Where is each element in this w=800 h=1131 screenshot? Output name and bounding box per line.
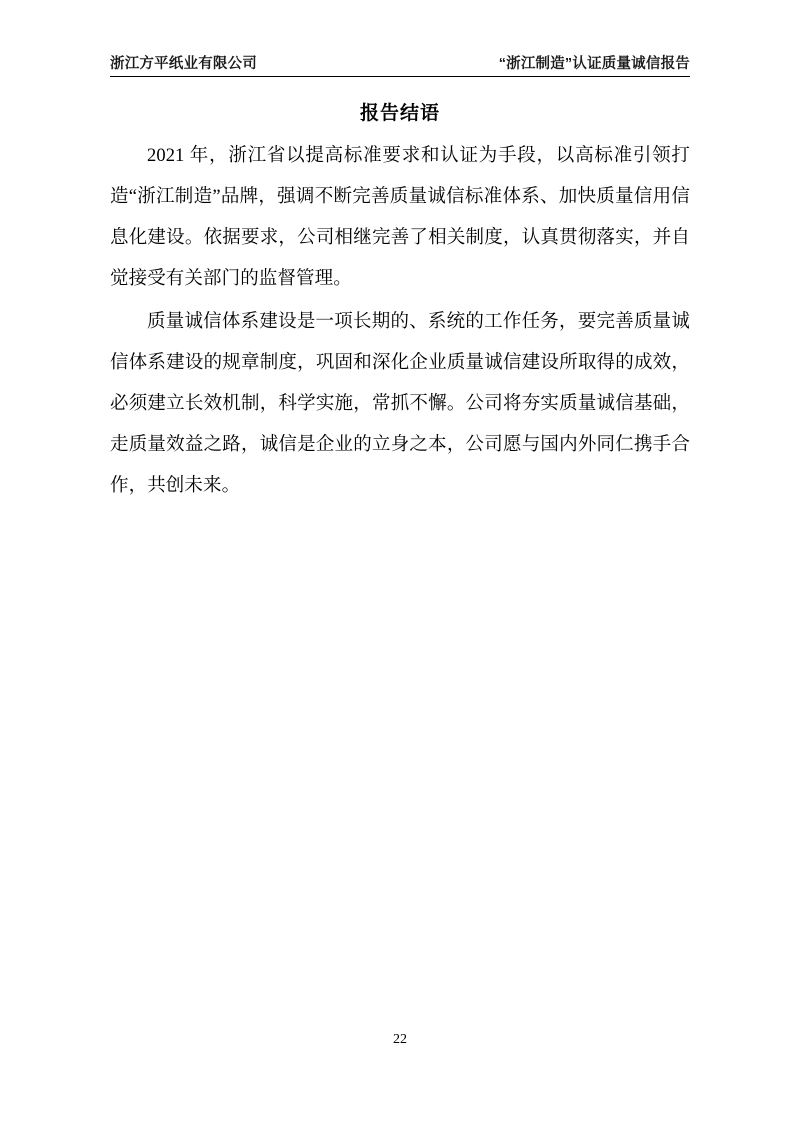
page-content-area [110,0,690,1131]
paragraph-1: 2021 年，浙江省以提高标准要求和认证为手段，以高标准引领打造“浙江制造”品牌，强调不断完善质量诚信标准体系、加快质量信用信息化建设。依据要求，公司相继完善了相关制度，认真贯彻落实，并自觉接受有关部门的监督管理。 [110,146,690,289]
body-text [110,136,690,509]
page-number: 22 [393,1032,407,1047]
header-company-name: 浙江方平纸业有限公司 [110,56,257,72]
paragraph-2: 质量诚信体系建设是一项长期的、系统的工作任务，要完善质量诚信体系建设的规章制度，巩固和深化企业质量诚信建设所取得的成效，必须建立长效机制，科学实施，常抓不懈。公司将夯实质量诚信基础，走质量效益之路，诚信是企业的立身之本，公司愿与国内外同仁携手合作，共创未来。 [110,312,690,496]
page-header [110,52,690,73]
header-report-title: “浙江制造”认证质量诚信报告 [498,56,690,72]
section-title: 报告结语 [359,103,440,124]
header-divider [110,76,690,77]
